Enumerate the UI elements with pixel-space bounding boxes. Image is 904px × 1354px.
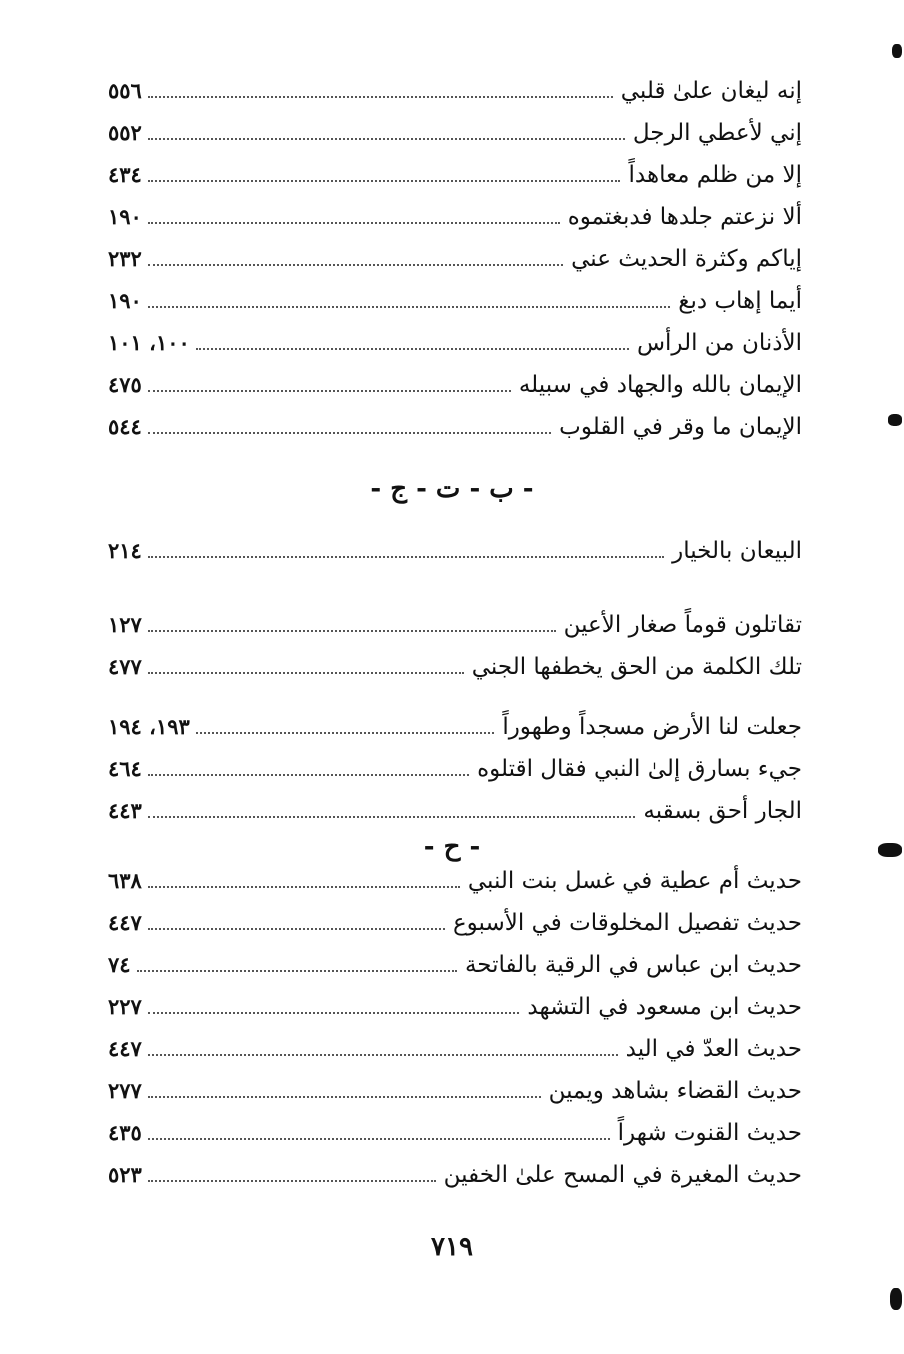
index-entry — [108, 940, 802, 980]
dot-leader — [148, 1011, 520, 1014]
entry-pages: ٥٥٢ — [108, 120, 142, 145]
entry-text: حديث ابن عباس في الرقية بالفاتحة — [464, 952, 802, 978]
entry-text: الإيمان ما وقر في القلوب — [559, 414, 802, 440]
index-entry — [108, 702, 802, 742]
entry-text: الجار أحق بسقبه — [643, 798, 802, 824]
entry-text: حديث المغيرة في المسح علىٰ الخفين — [443, 1162, 802, 1188]
entry-pages: ٢١٤ — [108, 538, 142, 563]
entry-pages: ٦٣٨ — [108, 868, 142, 893]
entry-pages: ٤٤٧ — [108, 1036, 142, 1061]
dot-leader — [148, 431, 551, 434]
index-entry — [108, 108, 802, 148]
dot-leader — [148, 305, 670, 308]
dot-leader — [196, 347, 629, 350]
scan-mark — [878, 843, 902, 857]
index-entry — [108, 982, 802, 1022]
entry-text: حديث تفصيل المخلوقات في الأسبوع — [452, 910, 802, 936]
entry-text: حديث أم عطية في غسل بنت النبي — [467, 868, 802, 894]
entry-pages: ٤٧٥ — [108, 372, 142, 397]
entry-text: تقاتلون قوماً صغار الأعين — [563, 612, 802, 638]
dot-leader — [137, 969, 457, 972]
section-heading: - ب - ت - ج - — [370, 474, 534, 504]
entry-pages: ٤٦٤ — [108, 756, 142, 781]
scan-mark — [892, 44, 902, 58]
dot-leader — [148, 555, 664, 558]
entry-pages: ١٠٠، ١٠١ — [108, 330, 190, 355]
entry-pages: ٤٤٧ — [108, 910, 142, 935]
entry-text: تلك الكلمة من الحق يخطفها الجني — [471, 654, 802, 680]
index-entry — [108, 642, 802, 682]
dot-leader — [196, 731, 495, 734]
dot-leader — [148, 389, 511, 392]
entry-pages: ٤٤٣ — [108, 798, 142, 823]
entry-pages: ٢٧٧ — [108, 1078, 142, 1103]
section-heading: - ح - — [423, 832, 481, 862]
entry-text: إني لأعطي الرجل — [632, 120, 802, 146]
scan-mark — [888, 414, 902, 426]
entry-pages: ١٩٠ — [108, 288, 142, 313]
dot-leader — [148, 815, 636, 818]
entry-pages: ٤٣٤ — [108, 162, 142, 187]
entry-text: حديث العدّ في اليد — [625, 1036, 802, 1062]
dot-leader — [148, 629, 556, 632]
entry-pages: ٧٤ — [108, 952, 131, 977]
entry-text: أيما إهاب دبغ — [678, 288, 802, 314]
index-entry — [108, 1150, 802, 1190]
entry-text: الإيمان بالله والجهاد في سبيله — [518, 372, 802, 398]
index-entry — [108, 526, 802, 566]
index-entry — [108, 1024, 802, 1064]
index-entry — [108, 234, 802, 274]
index-entry — [108, 1108, 802, 1148]
index-entry — [108, 150, 802, 190]
dot-leader — [148, 773, 469, 776]
page-number: ٧١٩ — [431, 1232, 473, 1262]
entry-pages: ٤٧٧ — [108, 654, 142, 679]
entry-text: حديث القضاء بشاهد ويمين — [548, 1078, 802, 1104]
dot-leader — [148, 1095, 541, 1098]
entry-pages: ٥٤٤ — [108, 414, 142, 439]
dot-leader — [148, 221, 560, 224]
index-entry — [108, 786, 802, 826]
entry-text: البيعان بالخيار — [672, 538, 802, 564]
entry-text: جيء بسارق إلىٰ النبي فقال اقتلوه — [477, 756, 802, 782]
entry-pages: ١٩٠ — [108, 204, 142, 229]
entry-text: إنه ليغان علىٰ قلبي — [620, 78, 802, 104]
index-entry — [108, 744, 802, 784]
index-entry — [108, 192, 802, 232]
entry-pages: ١٢٧ — [108, 612, 142, 637]
dot-leader — [148, 137, 625, 140]
entry-pages: ١٩٣، ١٩٤ — [108, 714, 190, 739]
index-entry — [108, 856, 802, 896]
dot-leader — [148, 1179, 436, 1182]
index-entry — [108, 360, 802, 400]
dot-leader — [148, 95, 613, 98]
dot-leader — [148, 885, 460, 888]
index-entry — [108, 318, 802, 358]
entry-pages: ٤٣٥ — [108, 1120, 142, 1145]
dot-leader — [148, 1137, 610, 1140]
dot-leader — [148, 179, 621, 182]
index-entry — [108, 1066, 802, 1106]
entry-text: إلا من ظلم معاهداً — [628, 162, 802, 188]
entry-text: حديث القنوت شهراً — [617, 1120, 802, 1146]
index-entry — [108, 600, 802, 640]
index-entry — [108, 402, 802, 442]
dot-leader — [148, 263, 563, 266]
entry-text: الأذنان من الرأس — [636, 330, 802, 356]
entry-pages: ٢٣٢ — [108, 246, 142, 271]
entry-text: حديث ابن مسعود في التشهد — [527, 994, 802, 1020]
entry-text: ألا نزعتم جلدها فدبغتموه — [567, 204, 802, 230]
dot-leader — [148, 927, 445, 930]
dot-leader — [148, 1053, 618, 1056]
entry-pages: ٥٢٣ — [108, 1162, 142, 1187]
scan-mark — [890, 1288, 902, 1310]
entry-text: جعلت لنا الأرض مسجداً وطهوراً — [502, 714, 802, 740]
entry-pages: ٢٢٧ — [108, 994, 142, 1019]
entry-text: إياكم وكثرة الحديث عني — [571, 246, 802, 272]
entry-pages: ٥٥٦ — [108, 78, 142, 103]
dot-leader — [148, 671, 464, 674]
index-entry — [108, 898, 802, 938]
index-entry — [108, 276, 802, 316]
index-entry — [108, 66, 802, 106]
